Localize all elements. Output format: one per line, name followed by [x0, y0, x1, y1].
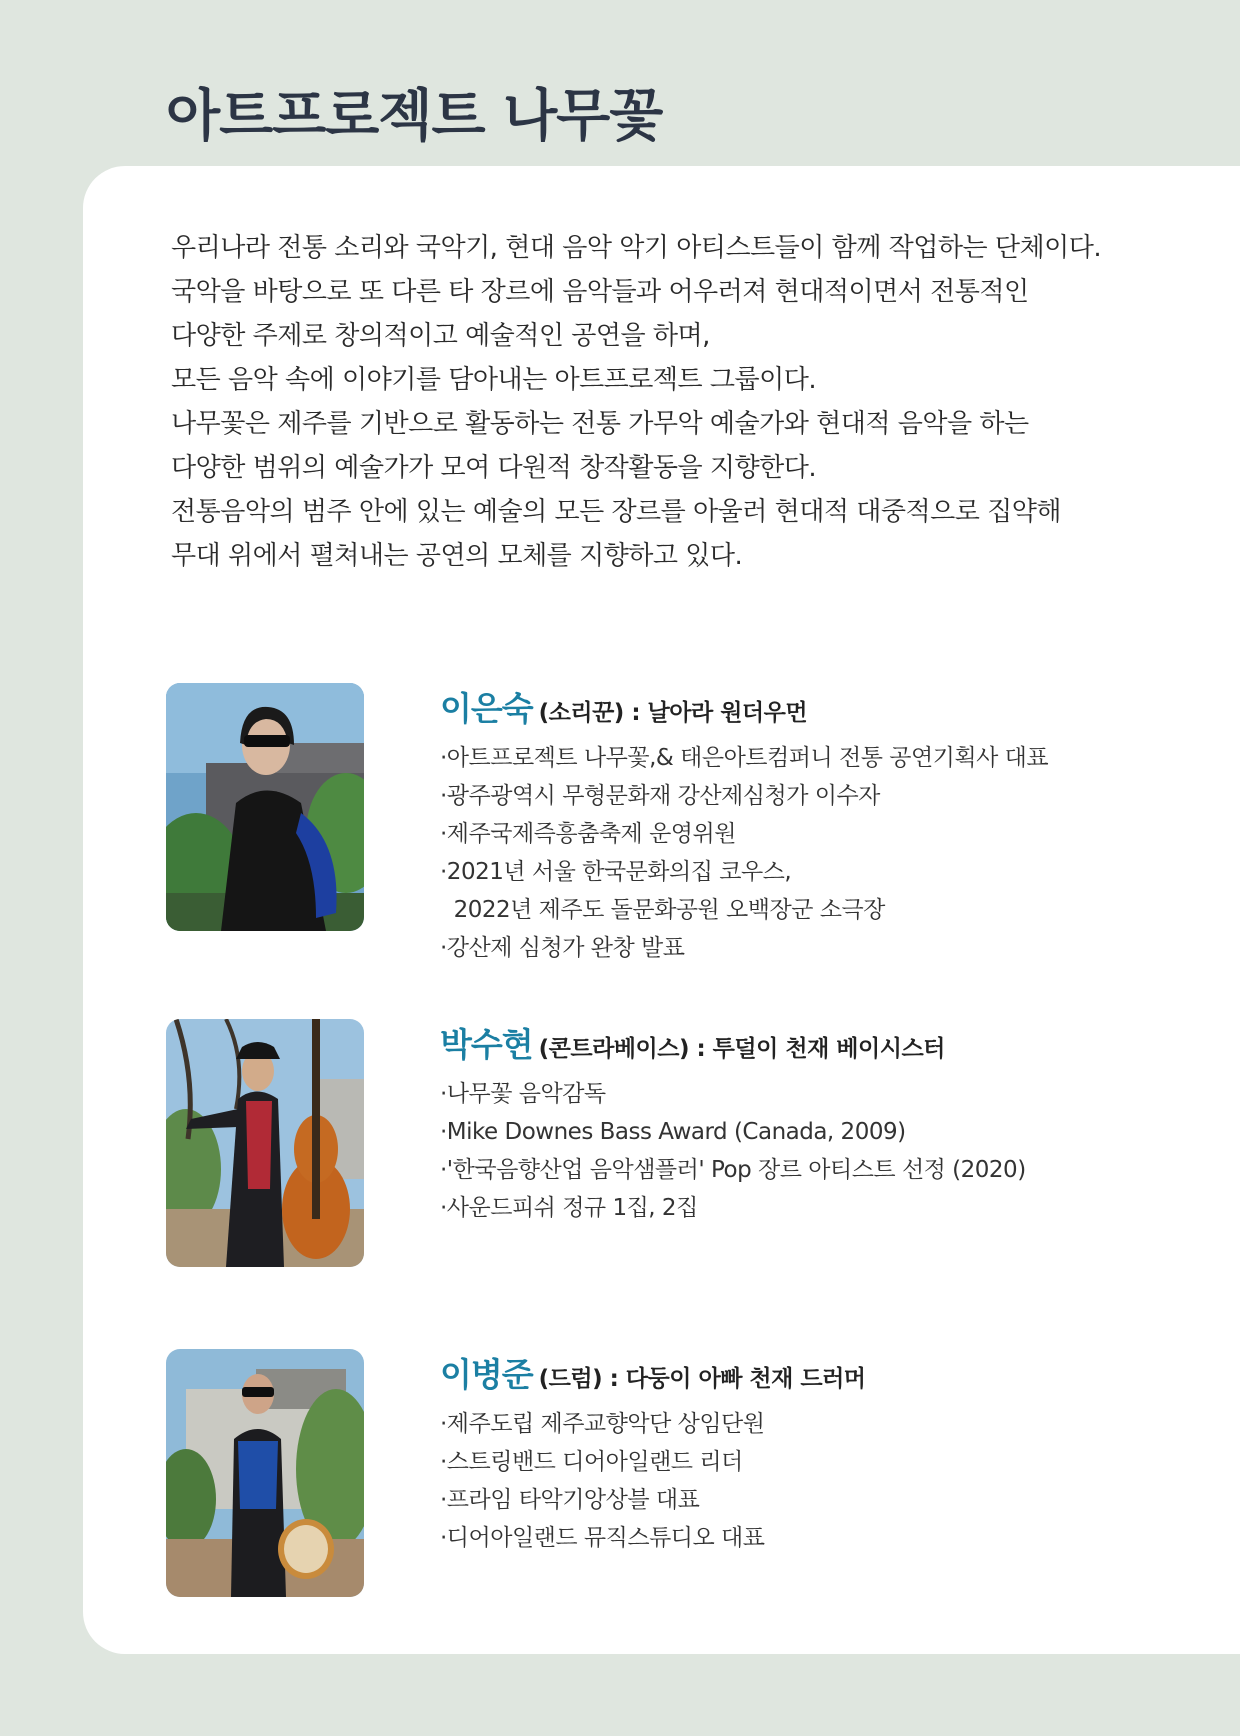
- intro-line: 우리나라 전통 소리와 국악기, 현대 음악 악기 아티스트들이 함께 작업하는 단체이다.: [171, 233, 1102, 263]
- member-heading: [440, 683, 1160, 727]
- intro-line: 전통음악의 범주 안에 있는 예술의 모든 장르를 아울러 현대적 대중적으로 집약해: [171, 497, 1061, 527]
- member-photo: [166, 683, 364, 931]
- intro-line: 다양한 주제로 창의적이고 예술적인 공연을 하며,: [171, 321, 710, 351]
- career-item: ·제주국제즉흥춤축제 운영위원: [440, 821, 736, 847]
- member-role: (소리꾼) : 날아라 원더우먼: [538, 700, 808, 726]
- career-item: 2022년 제주도 돌문화공원 오백장군 소극장: [440, 897, 885, 923]
- career-item: ·강산제 심청가 완창 발표: [440, 935, 685, 961]
- member-name: 박수현: [440, 1025, 533, 1064]
- career-item: ·사운드피쉬 정규 1집, 2집: [440, 1195, 698, 1221]
- member-info: [440, 1349, 1160, 1557]
- intro-line: 다양한 범위의 예술가가 모여 다원적 창작활동을 지향한다.: [171, 453, 817, 483]
- member-photo: [166, 1349, 364, 1597]
- member-heading: [440, 1019, 1160, 1063]
- member-photo: [166, 1019, 364, 1267]
- member-role: (콘트라베이스) : 투덜이 천재 베이시스터: [538, 1036, 945, 1062]
- career-item: ·제주도립 제주교향악단 상임단원: [440, 1411, 765, 1437]
- career-item: ·스트링밴드 디어아일랜드 리더: [440, 1449, 743, 1475]
- career-item: ·디어아일랜드 뮤직스튜디오 대표: [440, 1525, 765, 1551]
- career-item: ·아트프로젝트 나무꽃,& 태은아트컴퍼니 전통 공연기획사 대표: [440, 745, 1049, 771]
- intro-line: 국악을 바탕으로 또 다른 타 장르에 음악들과 어우러져 현대적이면서 전통적인: [171, 277, 1029, 307]
- career-item: ·'한국음향산업 음악샘플러' Pop 장르 아티스트 선정 (2020): [440, 1157, 1026, 1183]
- page-title: 아트프로젝트 나무꽃: [166, 84, 663, 149]
- career-item: ·프라임 타악기앙상블 대표: [440, 1487, 700, 1513]
- member-info: [440, 1019, 1160, 1227]
- intro-line: 무대 위에서 펼쳐내는 공연의 모체를 지향하고 있다.: [171, 541, 743, 571]
- intro-line: 나무꽃은 제주를 기반으로 활동하는 전통 가무악 예술가와 현대적 음악을 하는: [171, 409, 1029, 439]
- intro-paragraph: [171, 226, 1181, 578]
- intro-line: 모든 음악 속에 이야기를 담아내는 아트프로젝트 그룹이다.: [171, 365, 817, 395]
- member-career-list: [440, 1405, 1160, 1557]
- member-career-list: [440, 739, 1160, 967]
- member-career-list: [440, 1075, 1160, 1227]
- career-item: ·2021년 서울 한국문화의집 코우스,: [440, 859, 792, 885]
- career-item: ·나무꽃 음악감독: [440, 1081, 606, 1107]
- member-heading: [440, 1349, 1160, 1393]
- member-info: [440, 683, 1160, 967]
- member-role: (드럼) : 다둥이 아빠 천재 드러머: [538, 1366, 866, 1392]
- career-item: ·광주광역시 무형문화재 강산제심청가 이수자: [440, 783, 880, 809]
- member-name: 이병준: [440, 1355, 533, 1394]
- member-name: 이은숙: [440, 689, 533, 728]
- career-item: ·Mike Downes Bass Award (Canada, 2009): [440, 1119, 906, 1145]
